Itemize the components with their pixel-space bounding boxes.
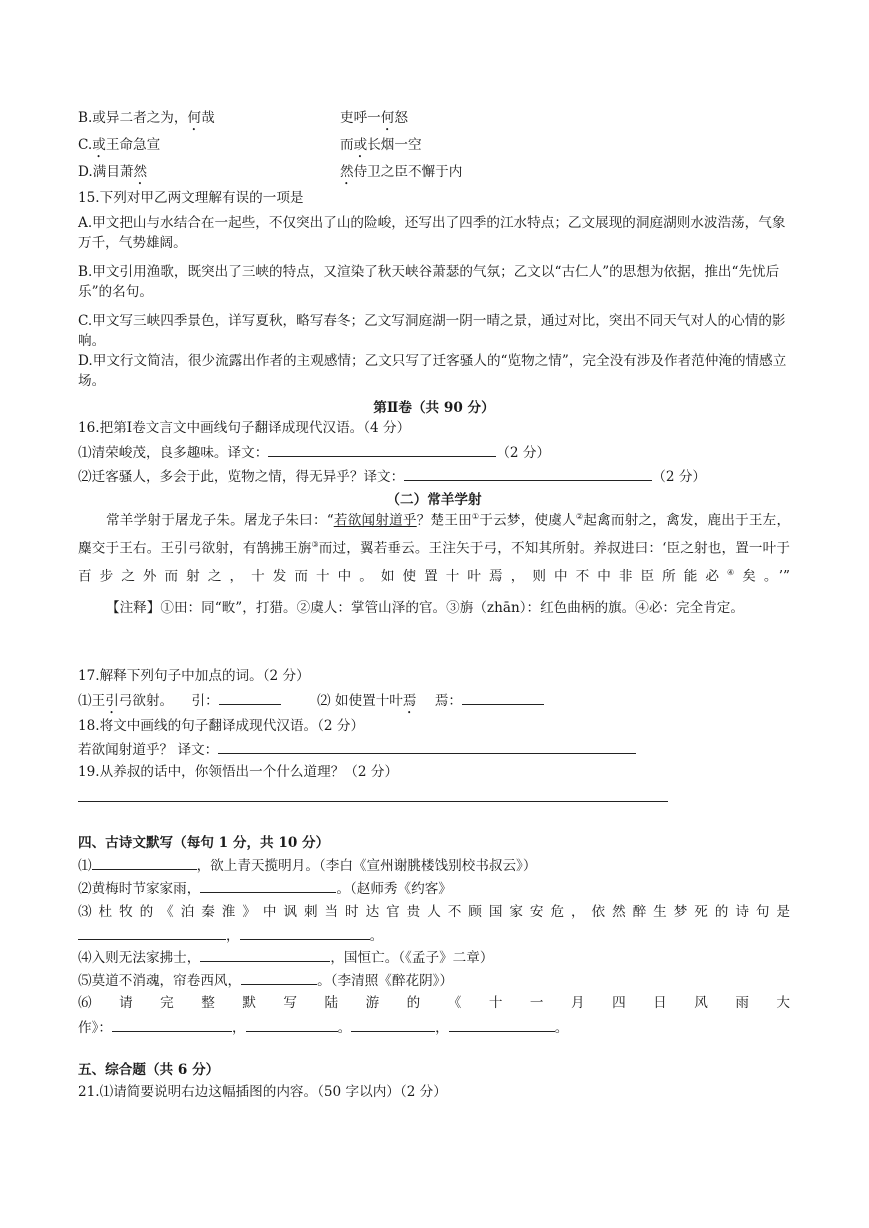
q17-item-1: ⑴王引弓欲射。: [78, 693, 174, 709]
passage-notes: 【注释】①田：同“畋”，打猎。②虞人：掌管山泽的官。③旃（zhān）：红色曲柄的旗。④必：完全肯定。: [106, 600, 744, 616]
q16-item-1-text: ⑴清荣峻茂，良多趣味。译文：: [78, 445, 269, 461]
q15-stem: 15.下列对甲乙两文理解有误的一项是: [78, 190, 304, 206]
q16-item-1-score: （2 分）: [496, 445, 551, 461]
q17-answer-1-blank[interactable]: [219, 690, 281, 705]
sec4-blank-2[interactable]: [200, 878, 336, 893]
q15-option-d: D.甲文行文简洁，很少流露出作者的主观感情；乙文只写了迁客骚人的“览物之情”，完全没有涉及作者范仲淹的情感立场。: [78, 353, 787, 389]
q18-answer-blank[interactable]: [218, 739, 636, 754]
sec4-line-2: ⑵黄梅时节家家雨， 。（赵师秀《约客》: [78, 878, 790, 899]
sec4-blank-6c[interactable]: [351, 1017, 435, 1032]
sec4-line-6b: 作》： ， 。 ， 。: [78, 1017, 790, 1038]
q17-items: ⑴王引弓欲射。 引： ⑵ 如使置十叶焉 焉：: [78, 690, 790, 717]
sec4-line-1: ⑴ ，欲上青天揽明月。（李白《宣州谢朓楼饯别校书叔云》）: [78, 855, 790, 876]
q16-answer-1-blank[interactable]: [268, 442, 496, 457]
sec4-blank-5[interactable]: [241, 970, 317, 985]
passage-title: （二）常羊学射: [386, 492, 482, 508]
sec4-line-5: ⑸莫道不消魂，帘卷西风， 。（李清照《醉花阴》）: [78, 970, 790, 991]
sec4-blank-6b[interactable]: [246, 1017, 338, 1032]
sec4-blank-1[interactable]: [92, 855, 197, 870]
sec4-blank-3a[interactable]: [78, 925, 226, 940]
sec4-blank-6d[interactable]: [449, 1017, 555, 1032]
q16-item-2-text: ⑵迁客骚人，多会于此，览物之情，得无异乎？译文：: [78, 469, 405, 485]
q19-answer-line[interactable]: [78, 801, 668, 802]
sec4-line-6: ⑹请完整默写陆游的《十一月四日风雨大: [78, 995, 790, 1011]
q14-option-d: D.满目萧然 然侍卫之臣不懈于内: [78, 164, 463, 180]
q16-item-2: [78, 466, 790, 487]
sec4-title: 四、古诗文默写（每句 1 分，共 10 分）: [78, 835, 330, 851]
q15-option-c: C.甲文写三峡四季景色，详写夏秋，略写春冬；乙文写洞庭湖一阴一晴之景，通过对比，突出不同天气对人的心情的影响。: [78, 313, 786, 349]
part2-title: 第Ⅱ卷（共 90 分）: [373, 400, 495, 416]
q15-option-b: B.甲文引用渔歌，既突出了三峡的特点，又渲染了秋天峡谷萧瑟的气氛；乙文以“古仁人”的思想为依据，推出“先忧后乐”的名句。: [78, 264, 780, 300]
q14-option-b: B.或异二者之为，何哉 吏呼一何怒: [78, 110, 408, 126]
sec5-title: 五、综合题（共 6 分）: [78, 1062, 220, 1078]
q16-answer-2-blank[interactable]: [404, 466, 652, 481]
q17-item-2: ⑵ 如使置十叶焉: [317, 693, 417, 709]
q15-option-a: A.甲文把山与水结合在一起些，不仅突出了山的险峻，还写出了四季的江水特点；乙文展现的洞庭湖则水波浩荡，气象万千，气势雄阔。: [78, 215, 786, 251]
sec4-line-4: ⑷入则无法家拂士， ，国恒亡。（《孟子》二章）: [78, 947, 790, 968]
sec4-line-3: ⑶杜牧的《泊秦淮》中讽刺当时达官贵人不顾国家安危，依然醉生梦死的诗句是: [78, 904, 790, 920]
q14-option-c: C.或王命急宣 而或长烟一空: [78, 137, 422, 153]
q16-item-1: [78, 442, 790, 463]
q17-answer-2-blank[interactable]: [462, 690, 544, 705]
q16-item-2-score: （2 分）: [652, 469, 707, 485]
passage-underlined-sentence: 若欲闻射道乎: [333, 512, 417, 529]
sec4-line-3b: ， 。: [78, 925, 790, 946]
q19-stem: 19.从养叔的话中，你领悟出一个什么道理？（2 分）: [78, 764, 399, 780]
q18-item: 若欲闻射道乎？ 译文：: [78, 739, 790, 760]
passage-text: 常羊学射于屠龙子朱。屠龙子朱曰：“若欲闻射道乎？楚王田①于云梦，使虞人②起禽而射之，禽发，鹿出于王左，麋交于王右。王引弓欲射，有鹄拂王旃③而过，翼若垂云。王注矢于弓，不知其所射。养叔进曰：‘臣之射也，置一叶于百步之外而射之，十发而十中。如使置十叶焉，则中不中非臣所能必④矣。’”: [78, 512, 791, 585]
q18-stem: 18.将文中画线的句子翻译成现代汉语。（2 分）: [78, 718, 365, 734]
q16-stem: 16.把第Ⅰ卷文言文中画线句子翻译成现代汉语。（4 分）: [78, 420, 411, 436]
sec4-blank-6a[interactable]: [112, 1017, 232, 1032]
sec4-blank-4[interactable]: [200, 947, 330, 962]
sec4-blank-3b[interactable]: [240, 925, 370, 940]
q21-stem: 21.⑴请简要说明右边这幅插图的内容。（50 字以内）（2 分）: [78, 1084, 447, 1100]
q17-stem: 17.解释下列句子中加点的词。（2 分）: [78, 668, 310, 684]
